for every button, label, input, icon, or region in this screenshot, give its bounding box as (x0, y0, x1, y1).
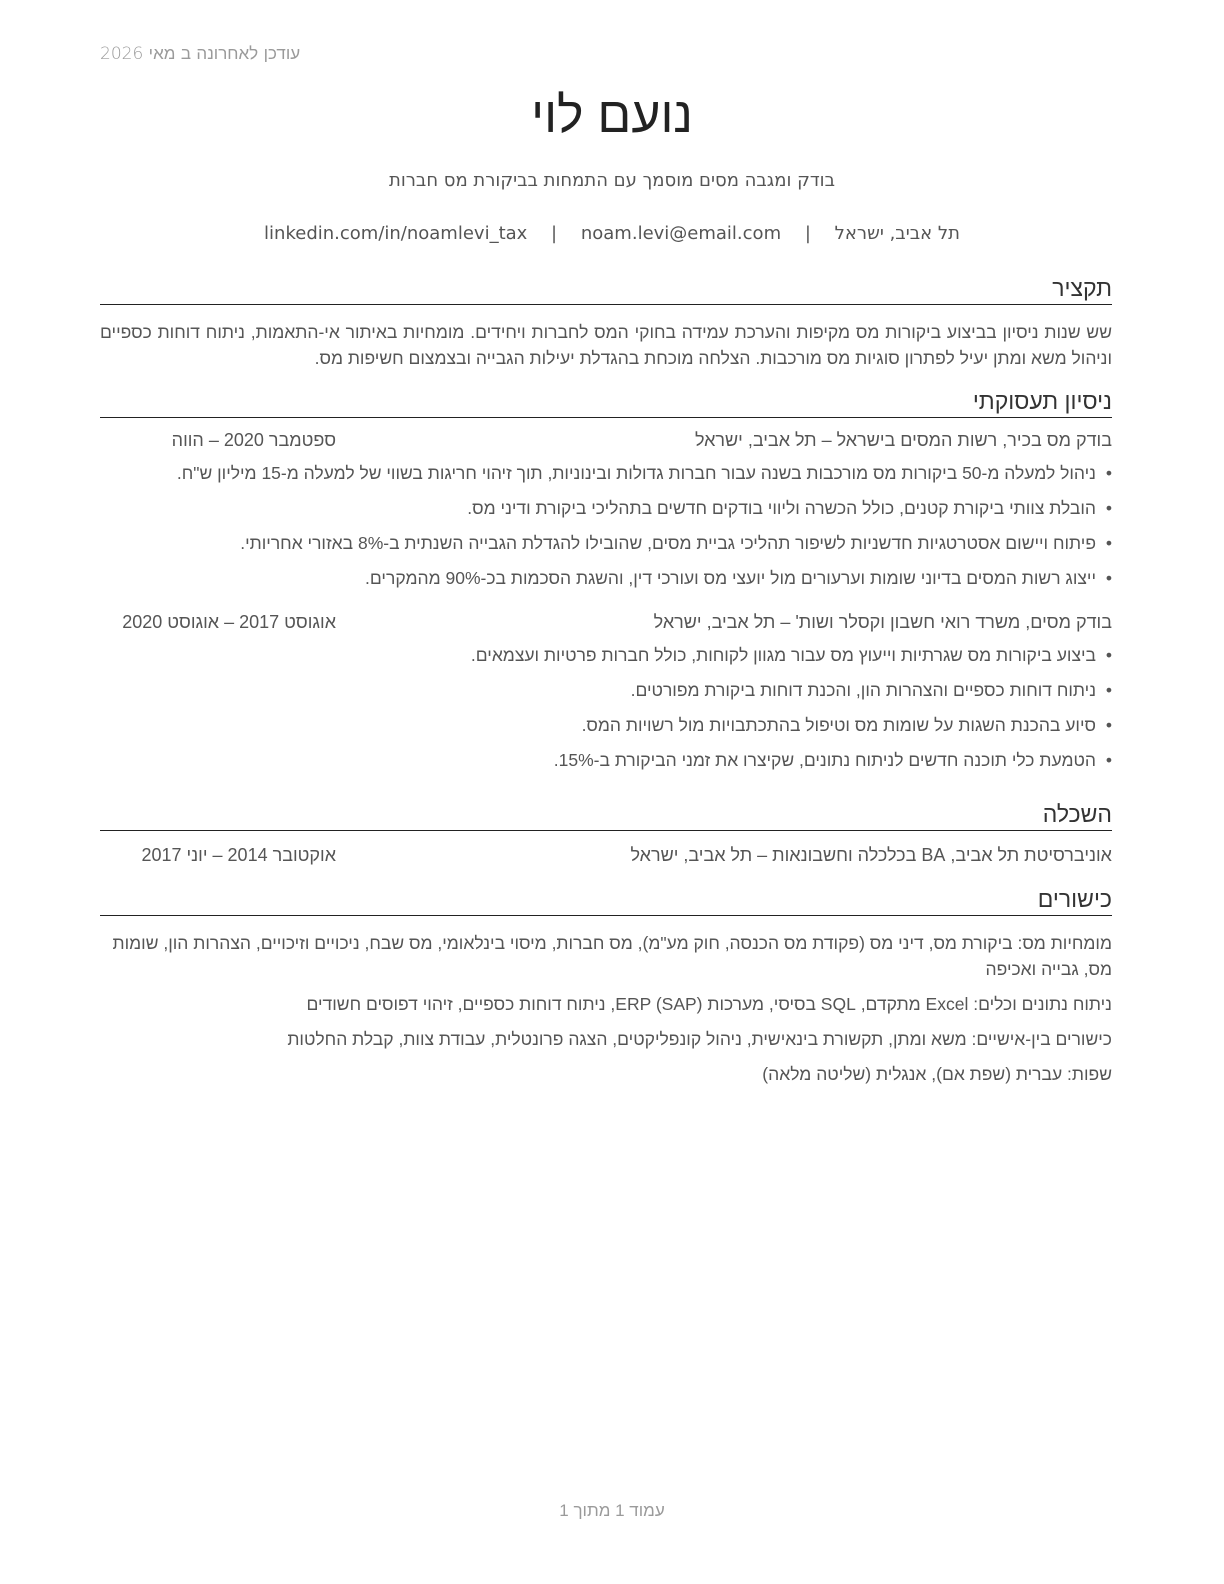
experience-title: ניסיון תעסוקתי (100, 388, 1112, 418)
education-section (100, 801, 1112, 871)
list-item (100, 743, 1112, 778)
last-updated-note (100, 44, 500, 64)
job-dates: אוגוסט 2017 – אוגוסט 2020 (122, 612, 336, 632)
summary-section (100, 275, 1112, 371)
bullet-icon: • (1105, 750, 1112, 770)
job-role: בודק מס בכיר, רשות המסים בישראל – תל אביב, ישראל (694, 430, 1112, 450)
list-item (100, 638, 1112, 673)
bullet-icon: • (1105, 533, 1112, 553)
bullet-icon: • (1105, 680, 1112, 700)
skills-section (100, 886, 1112, 1087)
skill-line: כישורים בין-אישיים: משא ומתן, תקשורת בינאישית, ניהול קונפליקטים, הצגה פרונטלית, עבודת צוות, קבלת החלטות (287, 1029, 1112, 1049)
job-header (100, 612, 1112, 638)
job-header (100, 430, 1112, 456)
job-role: בודק מסים, משרד רואי חשבון וקסלר ושות' – תל אביב, ישראל (653, 612, 1112, 632)
candidate-headline: בודק ומגבה מסים מוסמך עם התמחות בביקורת מס חברות (389, 170, 835, 191)
page-footer: עמוד 1 מתוך 1 (559, 1501, 665, 1520)
summary-title: תקציר (100, 275, 1112, 305)
bullet-icon: • (1105, 715, 1112, 735)
job-bullets (100, 638, 1112, 778)
bullet-icon: • (1105, 498, 1112, 518)
skill-line: מומחיות מס: ביקורת מס, דיני מס (פקודת מס הכנסה, חוק מע"מ), מס חברות, מיסוי בינלאומי, מס שבח, ניכויים וזיכויים, הצהרות הון, שומות מס, גבייה ואכיפה (112, 933, 1112, 979)
list-item (100, 708, 1112, 743)
list-item (100, 673, 1112, 708)
bullet-icon: • (1105, 645, 1112, 665)
experience-section (100, 388, 1112, 778)
bullet-text: הובלת צוותי ביקורת קטנים, כולל הכשרה וליווי בודקים חדשים בתהליכי ביקורת ודיני מס. (467, 498, 1096, 518)
education-entry (100, 845, 1112, 871)
skill-line: שפות: עברית (שפת אם), אנגלית (שליטה מלאה) (762, 1064, 1112, 1084)
bullet-text: ביצוע ביקורות מס שגרתיות וייעוץ מס עבור מגוון לקוחות, כולל חברות פרטיות ועצמאים. (470, 645, 1096, 665)
bullet-icon: • (1105, 463, 1112, 483)
contact-line (0, 223, 1224, 244)
list-item (100, 526, 1112, 561)
bullet-text: ניתוח דוחות כספיים והצהרות הון, והכנת דוחות ביקורת מפורטים. (630, 680, 1096, 700)
contact-linkedin[interactable]: linkedin.com/in/noamlevi_tax (264, 223, 528, 244)
summary-text: שש שנות ניסיון בביצוע ביקורות מס מקיפות והערכת עמידה בחוקי המס לחברות ויחידים. מומחיות באיתור אי-התאמות, ניתוח דוחות כספיים וניהול משא ומתן יעיל לפתרון סוגיות מס מורכבות. הצלחה מוכחת בהגדלת יעילות הגבייה ובצמצום חשיפות מס. (100, 322, 1112, 368)
job-dates: ספטמבר 2020 – הווה (171, 430, 336, 450)
bullet-text: סיוע בהכנת השגות על שומות מס וטיפול בהתכתבויות מול רשויות המס. (581, 715, 1096, 735)
bullet-text: פיתוח ויישום אסטרטגיות חדשניות לשיפור תהליכי גביית מסים, שהובילו להגדלת הגבייה השנתית ב-8% באזורי אחריותי. (240, 533, 1096, 553)
list-item (100, 456, 1112, 491)
skills-title: כישורים (100, 886, 1112, 916)
bullet-text: הטמעת כלי תוכנה חדשים לניתוח נתונים, שקיצרו את זמני הביקורת ב-15%. (553, 750, 1096, 770)
contact-email[interactable]: noam.levi@email.com (580, 223, 782, 244)
bullet-text: ניהול למעלה מ-50 ביקורות מס מורכבות בשנה עבור חברות גדולות ובינוניות, תוך זיהוי חריגות בשווי של למעלה מ-15 מיליון ש"ח. (176, 463, 1096, 483)
bullet-icon: • (1105, 568, 1112, 588)
education-title: השכלה (100, 801, 1112, 831)
education-degree: אוניברסיטת תל אביב, BA בכלכלה וחשבונאות – תל אביב, ישראל (630, 845, 1112, 865)
job-bullets (100, 456, 1112, 596)
contact-separator: | (804, 223, 811, 244)
skill-line: ניתוח נתונים וכלים: Excel מתקדם, SQL בסיסי, מערכות ERP (SAP), ניתוח דוחות כספיים, זיהוי דפוסים חשודים (306, 994, 1112, 1014)
last-updated-text: עודכן לאחרונה ב מאי 2026 (100, 44, 301, 64)
list-item (100, 561, 1112, 596)
contact-location: תל אביב, ישראל (834, 223, 960, 244)
bullet-text: ייצוג רשות המסים בדיוני שומות וערעורים מול יועצי מס ועורכי דין, והשגת הסכמות בכ-90% מהמקרים. (365, 568, 1096, 588)
list-item (100, 491, 1112, 526)
contact-separator: | (551, 223, 558, 244)
education-dates: אוקטובר 2014 – יוני 2017 (141, 845, 336, 865)
candidate-name: נועם לוי (531, 87, 693, 143)
